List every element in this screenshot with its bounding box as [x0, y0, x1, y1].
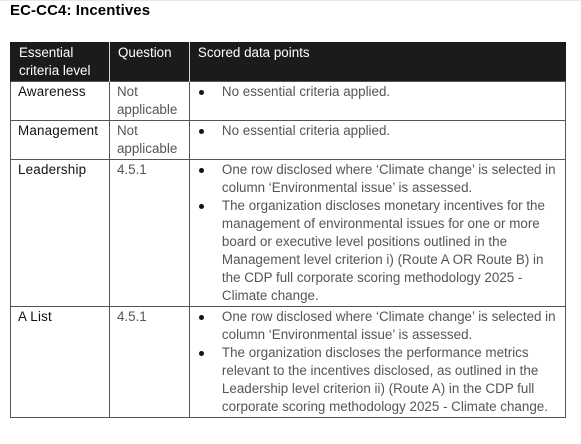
level-cell: Management	[11, 121, 110, 160]
points-cell	[189, 82, 565, 121]
bullet-icon	[199, 315, 204, 320]
table-row	[11, 160, 566, 307]
list-item	[196, 344, 562, 416]
level-cell: Awareness	[11, 82, 110, 121]
list-item	[196, 122, 562, 140]
bullet-icon	[199, 204, 204, 209]
level-cell: Leadership	[11, 160, 110, 307]
list-item	[196, 308, 562, 344]
point-text: The organization discloses monetary incentives for the management of environmental issues for one or more board or executive level positions outlined in the Management level criterion i) (Route A OR Route B) in the CDP full corporate scoring methodology 2025 - Climate change.	[221, 198, 545, 303]
bullet-list	[196, 83, 562, 101]
criteria-table	[10, 42, 566, 418]
point-text: One row disclosed where ‘Climate change’ is selected in column ‘Environmental issue’ is assessed.	[221, 162, 556, 195]
bullet-list	[196, 308, 562, 416]
page-title: EC-CC4: Incentives	[10, 2, 151, 19]
level-cell: A List	[11, 307, 110, 418]
table-header-row	[11, 42, 566, 82]
table-row	[11, 82, 566, 121]
point-text: The organization discloses the performance metrics relevant to the incentives disclosed, as outlined in the Leadership level criterion ii) (Route A) in the CDP full corporate scoring methodology 2025 - Climate change.	[221, 345, 548, 414]
question-cell: Not applicable	[109, 121, 189, 160]
list-item	[196, 83, 562, 101]
points-cell	[189, 307, 565, 418]
list-item	[196, 161, 562, 197]
list-item	[196, 197, 562, 305]
bullet-icon	[199, 351, 204, 356]
question-cell: Not applicable	[109, 82, 189, 121]
table-row	[11, 121, 566, 160]
bullet-list	[196, 122, 562, 140]
point-text: No essential criteria applied.	[221, 84, 391, 99]
bullet-list	[196, 161, 562, 305]
question-cell: 4.5.1	[109, 160, 189, 307]
header-question: Question	[109, 42, 189, 82]
bullet-icon	[199, 129, 204, 134]
point-text: No essential criteria applied.	[221, 123, 391, 138]
header-scored-data-points: Scored data points	[189, 42, 565, 82]
points-cell	[189, 121, 565, 160]
points-cell	[189, 160, 565, 307]
bullet-icon	[199, 90, 204, 95]
point-text: One row disclosed where ‘Climate change’ is selected in column ‘Environmental issue’ is assessed.	[221, 309, 556, 342]
header-essential-criteria-level: Essential criteria level	[11, 42, 110, 82]
table-row	[11, 307, 566, 418]
question-cell: 4.5.1	[109, 307, 189, 418]
bullet-icon	[199, 168, 204, 173]
top-divider	[0, 0, 581, 1]
